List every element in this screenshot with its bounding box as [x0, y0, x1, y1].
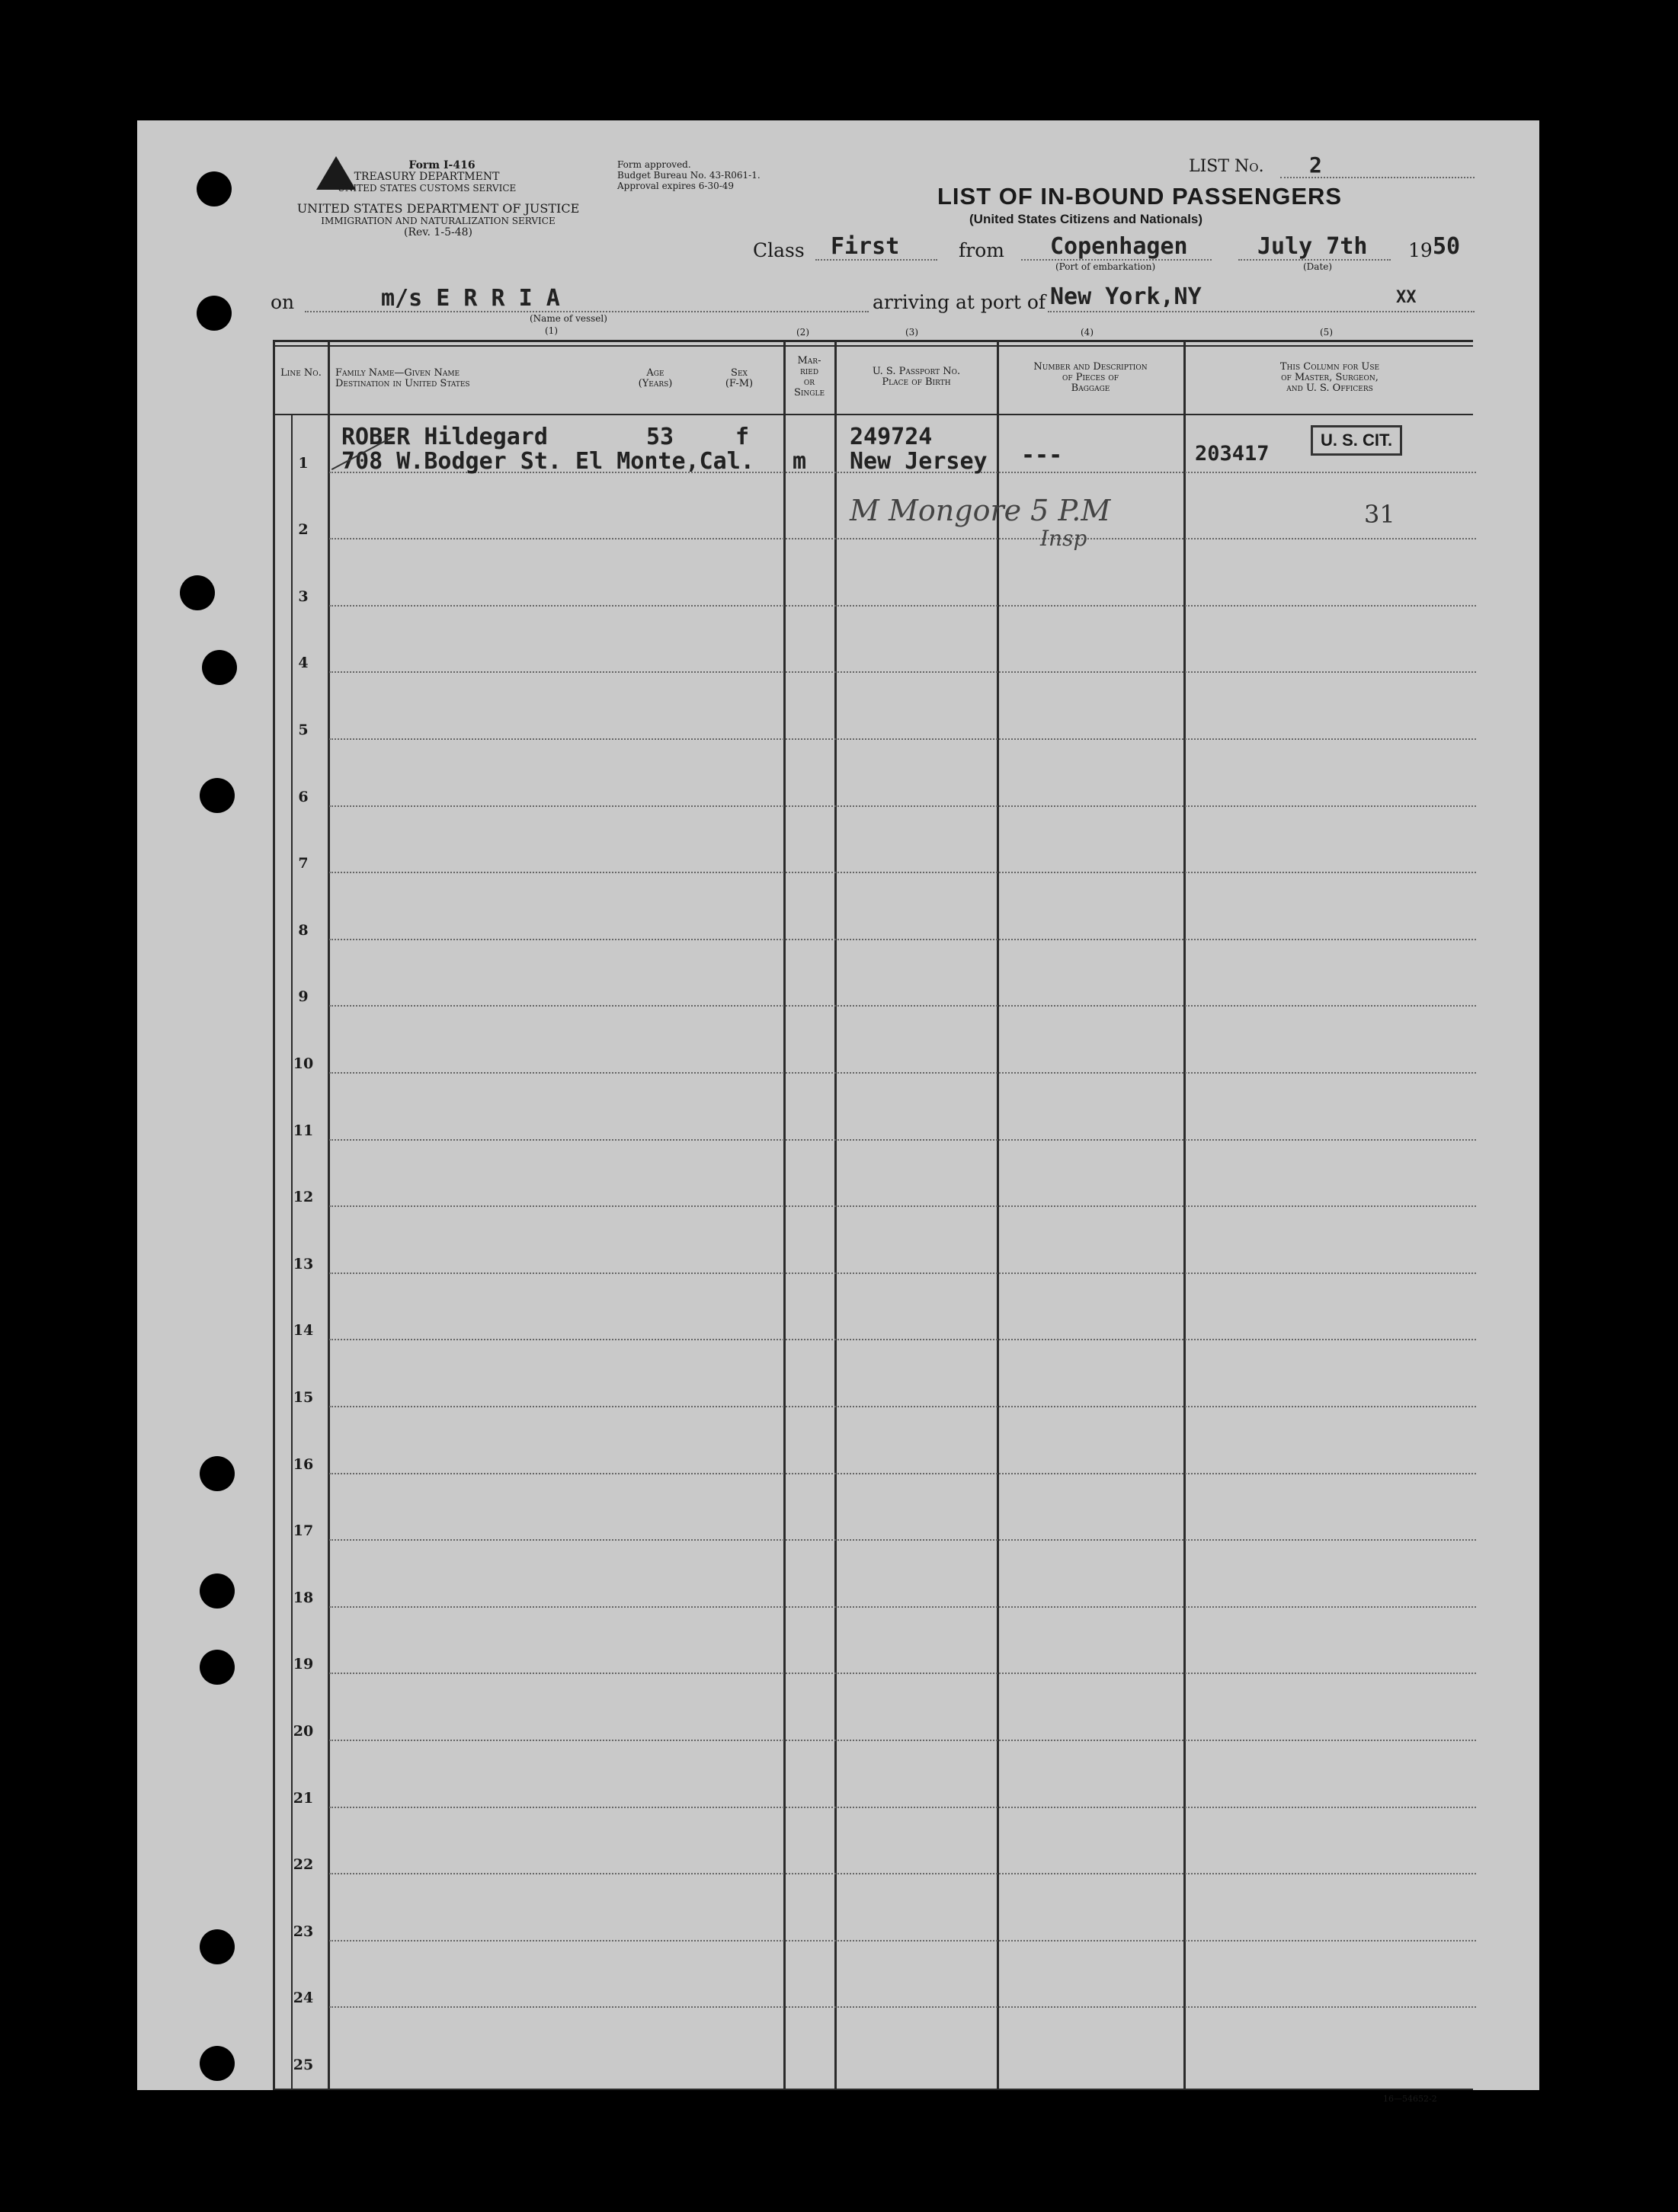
officer-number: 203417 [1195, 442, 1270, 466]
row-rule [329, 1673, 1476, 1674]
port-of-embarkation: Copenhagen [1050, 233, 1188, 260]
ins-service: IMMIGRATION AND NATURALIZATION SERVICE [321, 216, 556, 226]
row-rule [329, 1205, 1476, 1207]
approval-line: Form approved. [617, 159, 691, 170]
arrival-port: New York,NY [1050, 283, 1202, 310]
line-number: 17 [293, 1522, 314, 1540]
binder-hole [200, 1573, 235, 1609]
header-line-no: Line No. [280, 367, 322, 379]
print-code: 16—54652-2 [1383, 2094, 1437, 2104]
class-value: First [831, 233, 900, 260]
header-passport: U. S. Passport No. [872, 366, 961, 377]
col-number: (4) [1081, 327, 1094, 338]
class-label: Class [753, 239, 805, 261]
row-rule [329, 1473, 1476, 1474]
row-rule [329, 738, 1476, 740]
col-number: (5) [1320, 327, 1333, 338]
row-rule [329, 1072, 1476, 1074]
header-destination: Destination in United States [335, 378, 470, 389]
binder-hole [200, 1929, 235, 1964]
line-number: 22 [293, 1856, 314, 1874]
handwritten-inspector-note: M Mongore 5 P.M [850, 494, 1111, 527]
row-rule [329, 1807, 1476, 1808]
place-of-birth: New Jersey [850, 448, 988, 475]
row-rule [329, 605, 1476, 607]
line-number: 14 [293, 1322, 314, 1340]
line-number: 11 [293, 1122, 314, 1139]
officer-note: 31 [1364, 500, 1395, 529]
row-rule [329, 939, 1476, 940]
passenger-married: m [793, 448, 807, 475]
approval-line: Budget Bureau No. 43-R061-1. [617, 170, 761, 181]
row-rule [329, 1940, 1476, 1942]
line-number: 13 [293, 1255, 314, 1272]
col-number: (2) [796, 327, 809, 338]
row-rule [329, 1339, 1476, 1340]
header-officers: This Column for Use [1279, 361, 1380, 373]
line-number: 8 [298, 921, 309, 939]
row-rule [329, 1139, 1476, 1141]
us-citizen-stamp: U. S. CIT. [1311, 425, 1402, 456]
header-age: Age [646, 367, 664, 379]
form-page [137, 120, 1539, 2090]
header-officers: and U. S. Officers [1286, 383, 1373, 394]
binder-hole [200, 2046, 235, 2081]
passenger-age: 53 [646, 424, 674, 450]
header-baggage: of Pieces of [1062, 372, 1119, 383]
vessel-caption: (Name of vessel) [530, 313, 607, 324]
passenger-name: ROBER Hildegard [341, 424, 548, 450]
line-number: 20 [293, 1723, 314, 1740]
header-married: ried [799, 366, 819, 377]
line-number: 7 [298, 855, 309, 872]
line-number: 18 [293, 1589, 314, 1606]
line-number: 5 [298, 722, 309, 738]
binder-hole [200, 778, 235, 813]
form-subtitle: (United States Citizens and Nationals) [969, 212, 1203, 226]
line-number: 12 [293, 1189, 314, 1206]
row-rule [329, 1406, 1476, 1407]
line-number: 10 [293, 1055, 314, 1072]
from-label: from [959, 239, 1004, 261]
line-number: 15 [293, 1389, 314, 1406]
line-number: 16 [293, 1455, 314, 1473]
dept-of-justice: UNITED STATES DEPARTMENT OF JUSTICE [296, 201, 580, 216]
line-number: 1 [298, 454, 309, 472]
header-baggage: Number and Description [1033, 361, 1148, 373]
port-caption: (Port of embarkation) [1055, 261, 1156, 272]
binder-hole [180, 575, 215, 610]
line-number: 9 [298, 988, 309, 1006]
customs-service: UNITED STATES CUSTOMS SERVICE [337, 183, 517, 194]
header-name: Family Name—Given Name [335, 367, 460, 379]
treasury-department: TREASURY DEPARTMENT [354, 171, 500, 183]
binder-hole [200, 1650, 235, 1685]
header-married: or [803, 376, 815, 388]
row-rule [329, 1740, 1476, 1741]
row-rule [329, 538, 1476, 539]
year-prefix: 19 [1408, 239, 1433, 261]
line-number: 24 [293, 1990, 314, 2007]
header-officers: of Master, Surgeon, [1281, 372, 1379, 383]
binder-hole [200, 1456, 235, 1491]
passenger-destination: 708 W.Bodger St. El Monte,Cal. [341, 448, 754, 475]
header-age-years: (Years) [638, 378, 673, 389]
form-number: Form I-416 [408, 159, 476, 171]
row-rule [329, 1272, 1476, 1274]
date-caption: (Date) [1303, 261, 1333, 272]
approval-line: Approval expires 6-30-49 [617, 181, 735, 191]
line-number: 23 [293, 1922, 314, 1940]
vessel-name: m/s E R R I A [381, 285, 560, 312]
arrival-suffix: XX [1396, 288, 1417, 307]
row-rule [329, 2006, 1476, 2008]
row-rule [329, 671, 1476, 673]
year-value: 50 [1433, 233, 1461, 260]
line-number: 21 [293, 1789, 314, 1807]
vessel-col-number: (1) [545, 325, 558, 336]
col-number: (3) [905, 327, 918, 338]
header-baggage: Baggage [1071, 383, 1110, 394]
header-married: Mar- [797, 355, 821, 367]
line-number: 19 [293, 1656, 314, 1673]
row-rule [329, 1606, 1476, 1608]
baggage-description: --- [1021, 442, 1063, 469]
row-rule [329, 1005, 1476, 1007]
on-label: on [271, 291, 295, 313]
line-number: 6 [298, 788, 309, 805]
arriving-label: arriving at port of [873, 291, 1046, 313]
binder-hole [202, 650, 237, 685]
line-number: 4 [298, 655, 309, 672]
row-rule [329, 805, 1476, 807]
departure-date: July 7th [1257, 233, 1368, 260]
header-sex: Sex [731, 367, 748, 379]
handwritten-inspector-initials: Insp [1040, 526, 1087, 551]
header-sex-fm: (F-M) [725, 378, 754, 389]
row-rule [329, 1539, 1476, 1541]
form-revision: (Rev. 1-5-48) [404, 226, 472, 238]
header-birthplace: Place of Birth [882, 376, 951, 388]
form-title: LIST OF IN-BOUND PASSENGERS [937, 183, 1343, 210]
passport-number: 249724 [850, 424, 933, 450]
passenger-sex: f [735, 424, 750, 450]
list-no-label: LIST No. [1189, 157, 1264, 176]
line-number: 2 [298, 521, 309, 539]
row-rule [329, 1873, 1476, 1874]
binder-hole [197, 296, 232, 331]
row-rule [329, 872, 1476, 873]
list-no-value: 2 [1309, 152, 1322, 178]
line-number: 3 [298, 587, 309, 605]
header-married: Single [793, 387, 825, 399]
line-number: 25 [293, 2057, 314, 2073]
binder-hole [197, 171, 232, 206]
